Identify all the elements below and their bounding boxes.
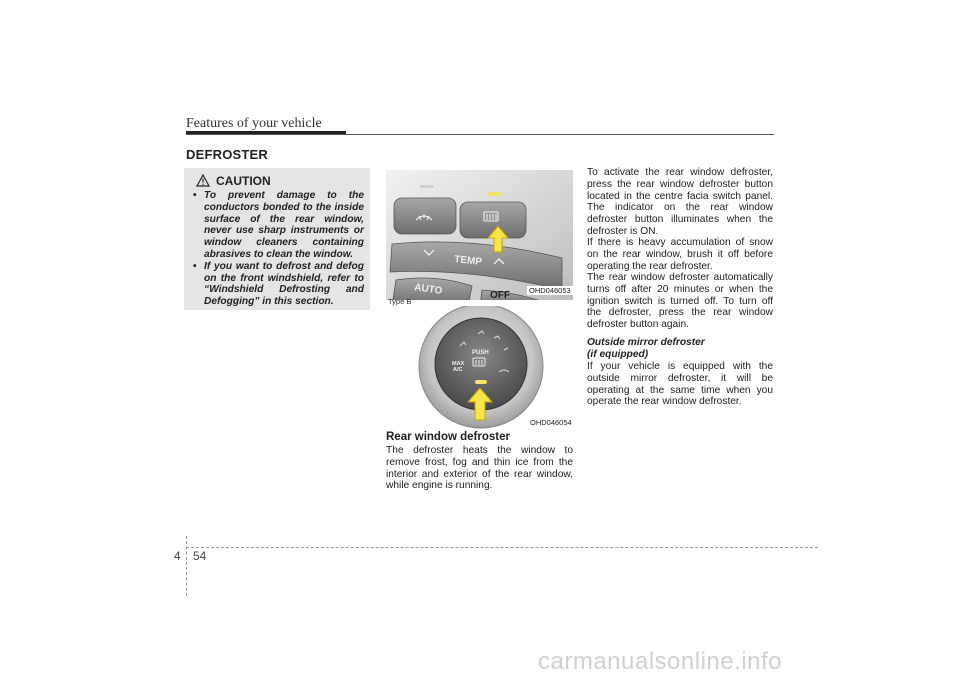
off-label: OFF: [490, 290, 510, 300]
caution-item: • To prevent damage to the conductors bonded to the inside surface of the rear window, never use sharp instruments or window cleaners containing abrasives to clean the window.: [192, 190, 364, 261]
right-paragraph-2: If there is heavy accumulation of snow on the rear window, brush it off before operating the rear defroster.: [587, 237, 773, 272]
caution-list: [192, 190, 364, 308]
max-label: MAX: [452, 361, 465, 367]
caution-heading: [196, 174, 271, 188]
warning-triangle-icon: [196, 174, 210, 187]
auto-label: AUTO: [413, 282, 443, 297]
mirror-heading: [587, 337, 773, 361]
mirror-heading-line-2: (if equipped): [587, 348, 649, 360]
figure-a-climate-panel: [386, 170, 573, 300]
figure-a-code: OHD046053: [529, 286, 571, 295]
footer-rule: [186, 547, 818, 548]
push-label: PUSH: [472, 350, 489, 356]
watermark: carmanualsonline.info: [538, 648, 782, 675]
right-paragraph-1: To activate the rear window defroster, press the rear window defroster button located in the centre facia switch panel. The indicator on the rear window defroster button illuminates when the defroster is ON.: [587, 167, 773, 237]
ac-label: A/C: [453, 367, 463, 373]
figure-b-type-label: Type B: [388, 297, 412, 306]
right-paragraph-4: If your vehicle is equipped with the outside mirror defroster, it will be operating at the same time when you operate the rear window defroster.: [587, 361, 773, 408]
header-title: Features of your vehicle: [186, 116, 322, 131]
page-number: 54: [193, 549, 207, 563]
header-rule: [186, 134, 774, 135]
caution-heading-text: CAUTION: [216, 174, 271, 188]
chapter-number: 4: [174, 549, 181, 563]
figure-b-climate-knob: [386, 306, 573, 430]
right-paragraph-3: The rear window defroster automatically turns off after 20 minutes or when the ignition switch is turned off. To turn off the defroster, press the rear window defroster button again.: [587, 272, 773, 331]
caution-box: [184, 168, 370, 310]
temp-label: TEMP: [453, 254, 483, 268]
mirror-heading-line-1: Outside mirror defroster: [587, 337, 705, 348]
figure-b-code: OHD046054: [530, 418, 572, 427]
rear-defroster-heading: Rear window defroster: [386, 431, 510, 443]
footer-vertical-rule: [186, 536, 187, 596]
rear-defroster-text: The defroster heats the window to remove frost, fog and thin ice from the interior and exterior of the rear window, while engine is running.: [386, 445, 573, 492]
section-title: DEFROSTER: [186, 147, 268, 162]
caution-item: • If you want to defrost and defog on the front windshield, refer to “Windshield Defrosting and Defogging” in this section.: [192, 261, 364, 308]
